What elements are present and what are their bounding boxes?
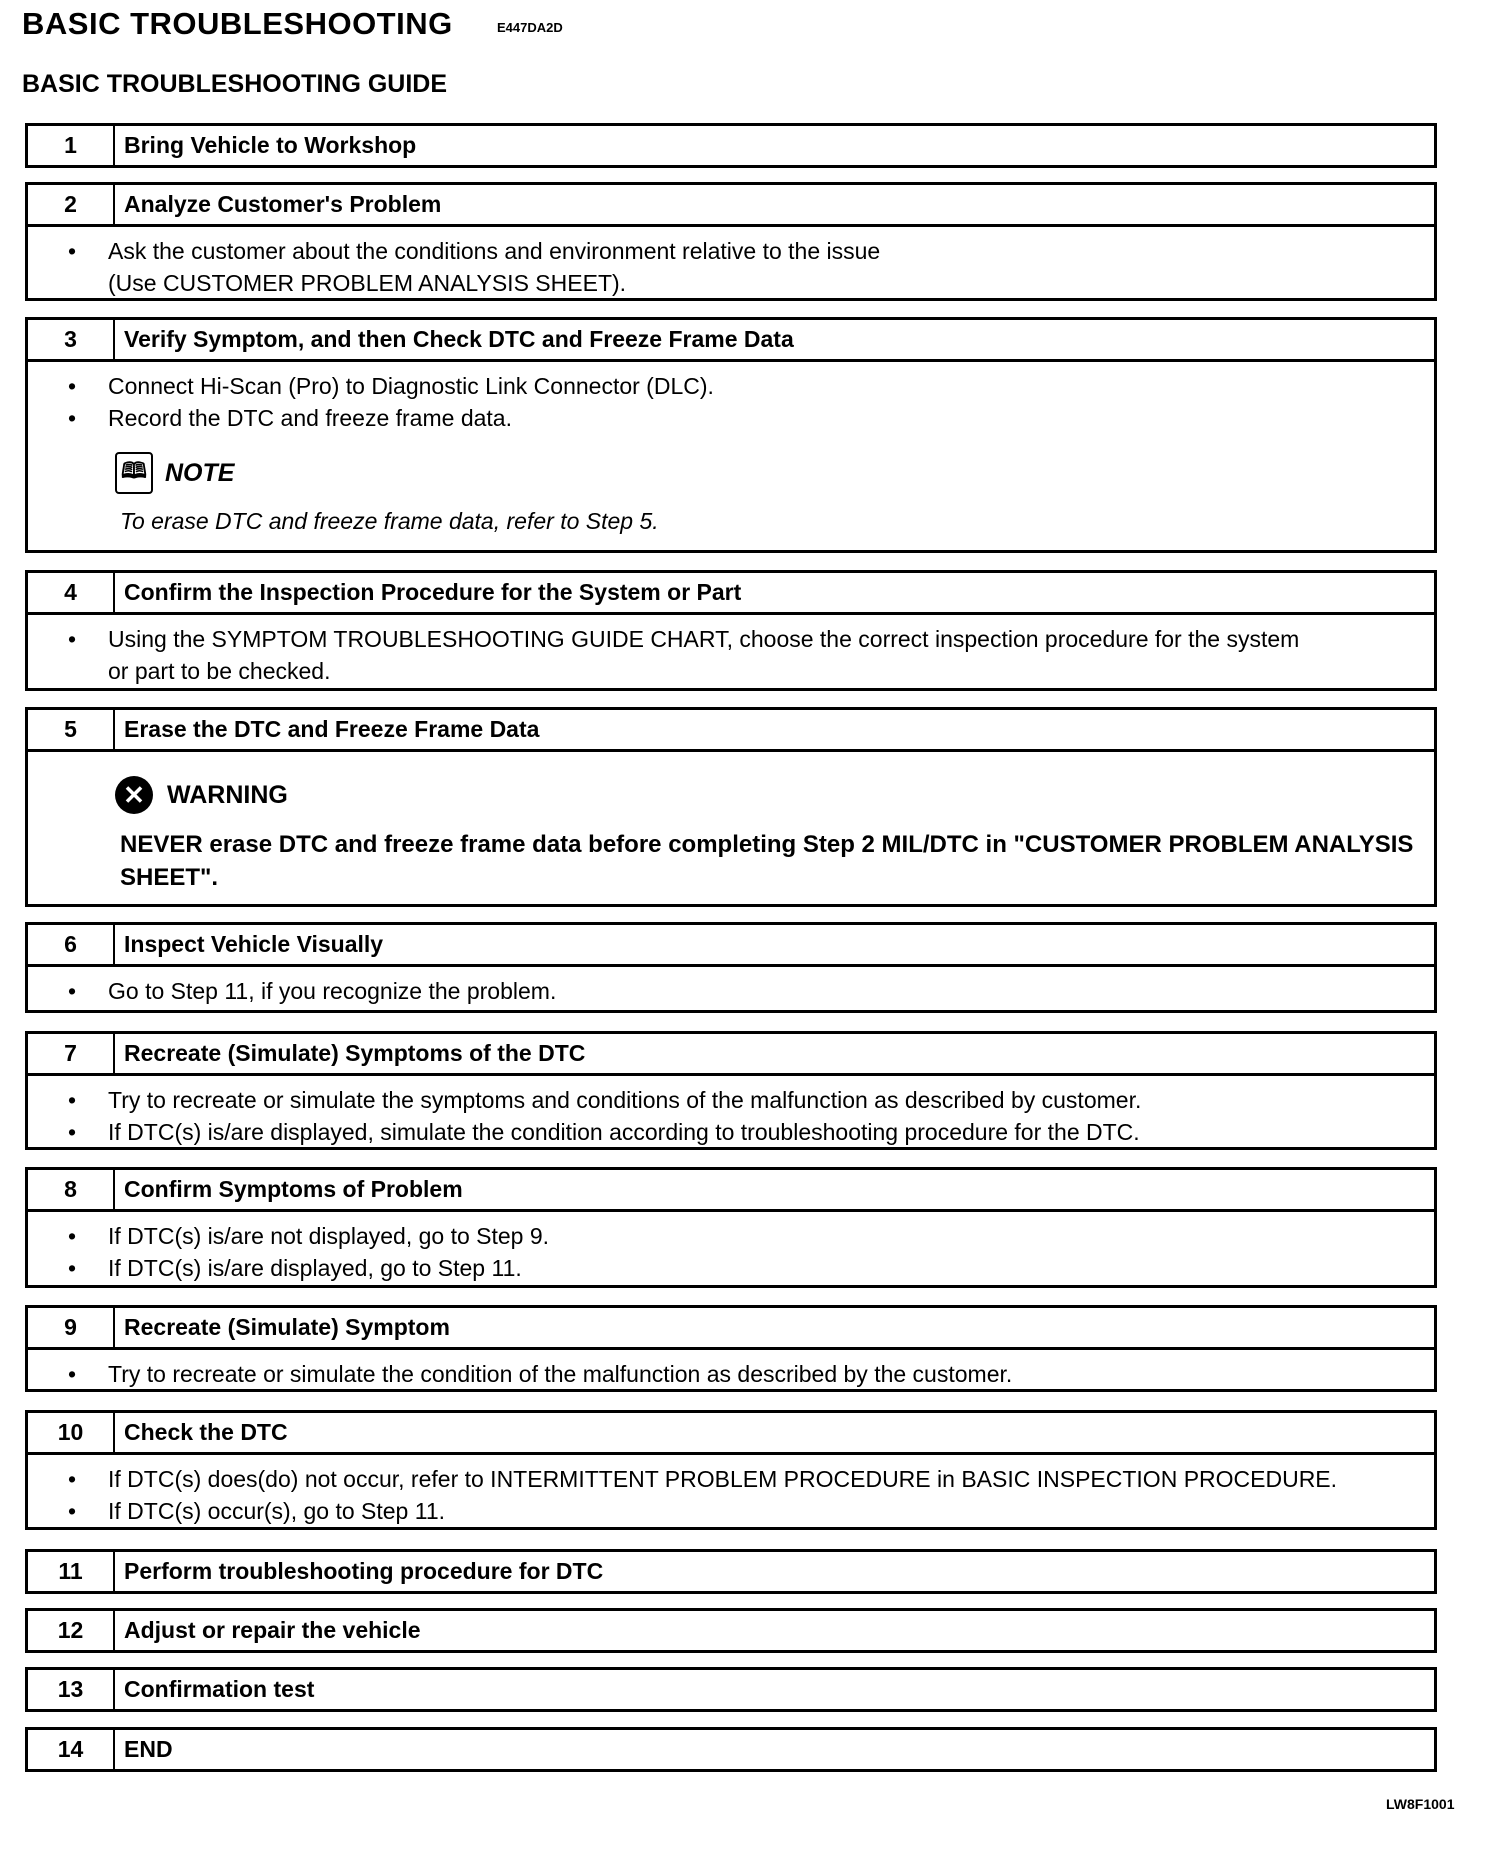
page-title: BASIC TROUBLESHOOTING [22,6,453,41]
step-7 [25,1031,1437,1150]
list-item: • Record the DTC and freeze frame data. [28,402,1434,434]
list-item: • If DTC(s) is/are displayed, go to Step 11. [28,1252,1434,1284]
step-number: 5 [28,710,115,749]
step-number: 8 [28,1170,115,1209]
step-body [28,1209,1434,1290]
step-body [28,749,1434,912]
step-title: Confirmation test [124,1676,315,1702]
warning-text: NEVER erase DTC and freeze frame data before completing Step 2 MIL/DTC in "CUSTOMER PROBLEM ANALYSIS SHEET". [120,831,1414,891]
step-10 [25,1410,1437,1530]
step-body [28,612,1434,693]
step-13 [25,1667,1437,1712]
step-body [28,1073,1434,1154]
list-item: • If DTC(s) occur(s), go to Step 11. [28,1495,1434,1527]
note-text: To erase DTC and freeze frame data, refer to Step 5. [120,508,659,534]
note-heading [115,452,1434,494]
step-title: Perform troubleshooting procedure for DTC [124,1558,604,1584]
step-6 [25,922,1437,1013]
list-item: • Try to recreate or simulate the symptoms and conditions of the malfunction as described by customer. [28,1084,1434,1116]
step-1 [25,123,1437,168]
list-item: • If DTC(s) is/are displayed, simulate the condition according to troubleshooting procedure for the DTC. [28,1116,1434,1148]
step-title: Adjust or repair the vehicle [124,1617,421,1643]
list-item: • Connect Hi-Scan (Pro) to Diagnostic Link Connector (DLC). [28,370,1434,402]
step-title: Verify Symptom, and then Check DTC and Freeze Frame Data [124,326,794,352]
step-title: Inspect Vehicle Visually [124,931,384,957]
step-number: 10 [28,1413,115,1452]
list-item: • Go to Step 11, if you recognize the problem. [28,975,1434,1007]
step-body [28,224,1434,305]
note-label: NOTE [165,458,235,487]
step-title: Recreate (Simulate) Symptoms of the DTC [124,1040,586,1066]
step-title: Erase the DTC and Freeze Frame Data [124,716,540,742]
step-title: Bring Vehicle to Workshop [124,132,417,158]
step-number: 4 [28,573,115,612]
step-body [28,964,1434,1013]
step-body [28,359,1434,549]
list-item: • Using the SYMPTOM TROUBLESHOOTING GUIDE CHART, choose the correct inspection procedure for the system [28,623,1434,655]
step-5 [25,707,1437,907]
step-number: 1 [28,126,115,165]
step-number: 9 [28,1308,115,1347]
list-item: • Try to recreate or simulate the condition of the malfunction as described by the customer. [28,1358,1434,1390]
book-icon: 🕮 [115,452,153,494]
step-title: Confirm the Inspection Procedure for the System or Part [124,579,742,605]
step-title: Check the DTC [124,1419,288,1445]
step-14 [25,1727,1437,1772]
list-item: • If DTC(s) does(do) not occur, refer to INTERMITTENT PROBLEM PROCEDURE in BASIC INSPECTION PROCEDURE. [28,1463,1434,1495]
step-2 [25,182,1437,301]
step-number: 3 [28,320,115,359]
step-body [28,1347,1434,1396]
list-item-continuation: or part to be checked. [108,658,331,684]
step-8 [25,1167,1437,1288]
step-body [28,1452,1434,1533]
step-number: 7 [28,1034,115,1073]
document-id: E447DA2D [497,20,563,35]
list-item: • Ask the customer about the conditions and environment relative to the issue [28,235,1434,267]
step-4 [25,570,1437,691]
step-3 [25,317,1437,553]
section-title: BASIC TROUBLESHOOTING GUIDE [22,70,448,98]
step-title: Confirm Symptoms of Problem [124,1176,463,1202]
step-number: 2 [28,185,115,224]
warning-label: WARNING [167,780,288,809]
list-item-continuation: (Use CUSTOMER PROBLEM ANALYSIS SHEET). [108,270,627,296]
step-title: Recreate (Simulate) Symptom [124,1314,450,1340]
figure-id: LW8F1001 [1386,1796,1455,1812]
step-number: 11 [28,1552,115,1591]
list-item: • If DTC(s) is/are not displayed, go to Step 9. [28,1220,1434,1252]
step-11 [25,1549,1437,1594]
step-9 [25,1305,1437,1392]
step-title: Analyze Customer's Problem [124,191,442,217]
step-title: END [124,1736,173,1762]
x-circle-icon: ✕ [115,776,153,814]
step-number: 14 [28,1730,115,1769]
warning-heading [115,776,1434,814]
step-number: 13 [28,1670,115,1709]
step-number: 6 [28,925,115,964]
step-12 [25,1608,1437,1653]
step-number: 12 [28,1611,115,1650]
